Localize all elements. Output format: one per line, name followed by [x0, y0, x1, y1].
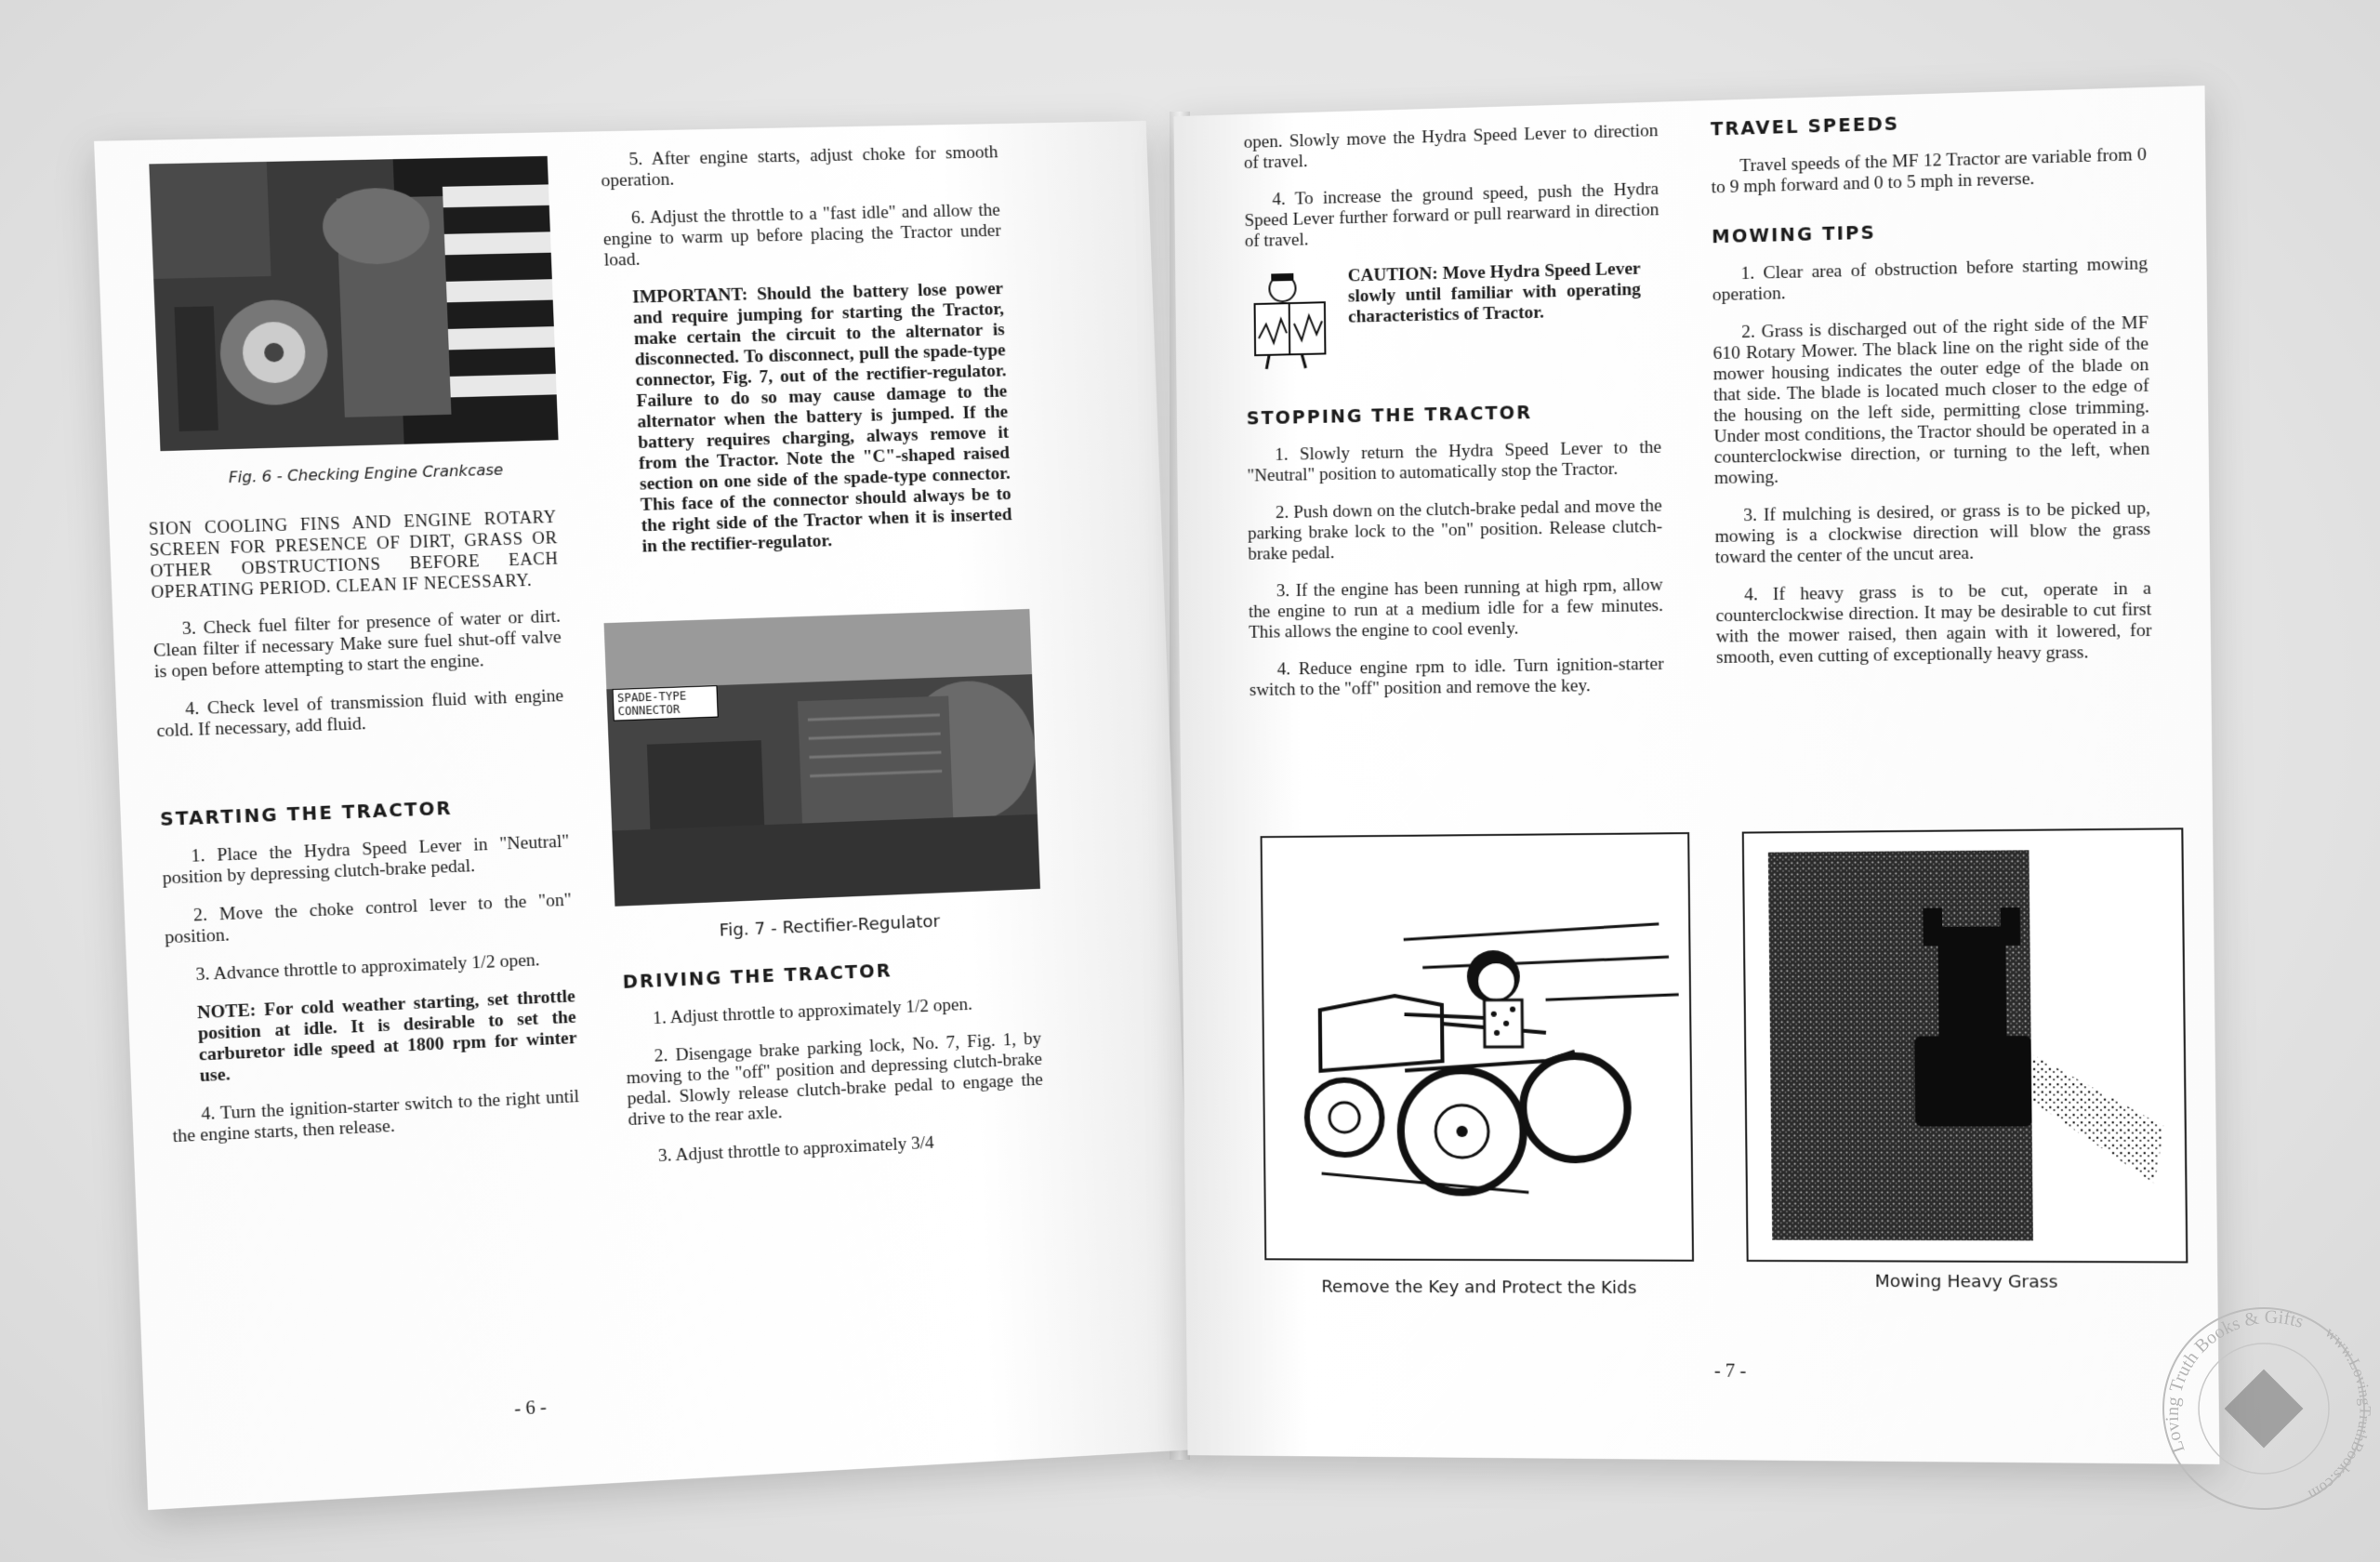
stopping-step-3: 3. If the engine has been running at high rpm, allow the engine to run at a medium idle for a few minutes. This allows the engine to cool evenly. — [1248, 575, 1664, 642]
caution-reading-figure-icon — [1245, 266, 1349, 371]
starting-step-6: 6. Adjust the throttle to a "fast idle" and allow the engine to warm up before placing the Tractor under load. — [602, 200, 1002, 271]
driving-step-4: 4. To increase the ground speed, push the Hydra Speed Lever further forward or pull rearward in direction of travel. — [1244, 179, 1659, 252]
right-page-column-1 — [1244, 121, 1665, 718]
transmission-fluid-text: 4. Check level of transmission fluid with engine cold. If necessary, add fluid. — [156, 685, 564, 742]
left-page-column-1 — [148, 507, 581, 1165]
right-page-column-2 — [1711, 97, 2152, 685]
mowing-tip-2: 2. Grass is discharged out of the right side of the MF 610 Rotary Mower. The black line on the right side of the mower housing indicates the outer edge of the blade on that side. The blade is located much closer to the edge of the housing on the left side, permitting close trimming. Under most conditions, the Tractor should be operated in a counterclockwise direction, or turning to the left, when mowing. — [1712, 312, 2150, 489]
tractor-kid-illustration — [1261, 832, 1695, 1262]
driving-tractor-heading: DRIVING THE TRACTOR — [622, 960, 892, 993]
important-battery-note: IMPORTANT: Should the battery lose power and require jumping for starting the Tractor, make certain the circuit to the alternator is disconnected. To disconnect, pull the spade-type connector, Fig. 7, out of the rectifier-regulator. Failure to do so may cause damage to the alternator when the battery is jumped. If the battery requires charging, always remove it from the Tractor. Note the "C"-shaped raised section on one side of the spade-type connector. This face of the connector should always be to the right side of the Tractor when it is inserted in the rectifier-regulator. — [631, 278, 1012, 557]
left-page — [94, 121, 1197, 1510]
page-number-7: - 7 - — [1713, 1360, 1747, 1383]
mowing-illustration-caption: Mowing Heavy Grass — [1874, 1271, 2058, 1292]
loving-truth-watermark — [2148, 1292, 2380, 1525]
kids-illustration-caption: Remove the Key and Protect the Kids — [1321, 1277, 1637, 1299]
mowing-tip-4: 4. If heavy grass is to be cut, operate in a counterclockwise direction. It may be desirable to cut first with the mower raised, then again with it lowered, for smooth, even cutting of exceptionally heavy grass. — [1715, 578, 2152, 668]
page-number-6: - 6 - — [513, 1397, 548, 1420]
right-page — [1173, 86, 2219, 1464]
mowing-tips-heading: MOWING TIPS — [1712, 222, 1876, 248]
mowing-heavy-grass-illustration — [1742, 827, 2188, 1263]
stopping-step-1: 1. Slowly return the Hydra Speed Lever to the "Neutral" position to automatically stop the Tractor. — [1247, 437, 1662, 486]
fig6-engine-photo — [149, 156, 558, 451]
starting-step-1: 1. Place the Hydra Speed Lever in "Neutral" position by depressing clutch-brake pedal. — [162, 831, 570, 889]
caution-text: CAUTION: Move Hydra Speed Lever slowly until familiar with operating characteristics of Tractor. — [1347, 258, 1641, 327]
svg-text:www.LovingTruthBooks.com — [2306, 1324, 2374, 1504]
fig7-caption: Fig. 7 - Rectifier-Regulator — [719, 911, 941, 941]
starting-step-4: 4. Turn the ignition-starter switch to the right until the engine starts, then release. — [172, 1086, 580, 1147]
spade-connector-label: SPADE-TYPE CONNECTOR — [613, 685, 719, 721]
caution-block — [1245, 258, 1660, 372]
cooling-fins-text: SION COOLING FINS AND ENGINE ROTARY SCREEN FOR PRESENCE OF DIRT, GRASS OR OTHER OBSTRUCTIONS BEFORE EACH OPERATING PERIOD. CLEAN IF NECESSARY. — [148, 507, 559, 602]
driving-step-1: 1. Adjust throttle to approximately 1/2 open. — [652, 994, 973, 1029]
starting-step-3: 3. Advance throttle to approximately 1/2 open. — [195, 949, 541, 986]
driving-step-2: 2. Disengage brake parking lock, No. 7, Fig. 1, by moving to the "off" position and depressing clutch-brake pedal. Slowly release clutch-brake pedal to engage the drive to the rear axle. — [626, 1028, 1044, 1131]
fig7-rectifier-photo — [604, 609, 1040, 907]
left-page-column-2 — [600, 142, 1013, 576]
starting-step-2: 2. Move the choke control lever to the "on" position. — [164, 890, 573, 948]
tractor-driver-drawing — [1263, 834, 1692, 1260]
stopping-step-2: 2. Push down on the clutch-brake pedal and move the parking brake lock to the "on" position. Release clutch-brake pedal. — [1248, 496, 1663, 564]
svg-text:Loving Truth Books & Gifts — [2162, 1307, 2307, 1456]
watermark-logo — [2148, 1292, 2380, 1525]
fig6-caption: Fig. 6 - Checking Engine Crankcase — [228, 460, 504, 487]
engine-crankcase-image — [149, 156, 558, 451]
fuel-filter-text: 3. Check fuel filter for presence of water or dirt. Clean filter if necessary Make sure fuel shut-off valve is open before attempting to start the engine. — [152, 606, 562, 682]
mowing-tip-1: 1. Clear area of obstruction before starting mowing operation. — [1712, 253, 2149, 306]
cold-weather-note: NOTE: For cold weather starting, set throttle position at idle. It is desirable to set the carburetor idle speed at 1800 rpm for winter use. — [196, 986, 577, 1087]
stopping-tractor-heading: STOPPING THE TRACTOR — [1246, 402, 1533, 430]
watermark-brand-text: Loving Truth Books & Gifts — [2162, 1306, 2307, 1456]
watermark-url-text: www.LovingTruthBooks.com — [2305, 1323, 2374, 1504]
travel-speeds-heading: TRAVEL SPEEDS — [1710, 113, 1900, 140]
mowing-tip-3: 3. If mulching is desired, or grass is to be picked up, mowing is a clockwise direction will blow the grass toward the center of the uncut area. — [1714, 497, 2151, 568]
stopping-step-4: 4. Reduce engine rpm to idle. Turn ignition-starter switch to the "off" position and remove the key. — [1249, 654, 1664, 701]
driving-continued-text: open. Slowly move the Hydra Speed Lever to direction of travel. — [1243, 120, 1659, 174]
travel-speeds-text: Travel speeds of the MF 12 Tractor are variable from 0 to 9 mph forward and 0 to 5 mph in reverse. — [1711, 144, 2148, 198]
starting-step-5: 5. After engine starts, adjust choke for smooth operation. — [601, 142, 998, 192]
driving-step-3: 3. Adjust throttle to approximately 3/4 — [657, 1132, 935, 1167]
starting-tractor-heading: STARTING THE TRACTOR — [159, 798, 454, 831]
rectifier-regulator-image — [604, 609, 1040, 907]
driving-tractor-section — [622, 945, 1046, 1185]
mowing-grass-drawing — [1744, 829, 2186, 1261]
